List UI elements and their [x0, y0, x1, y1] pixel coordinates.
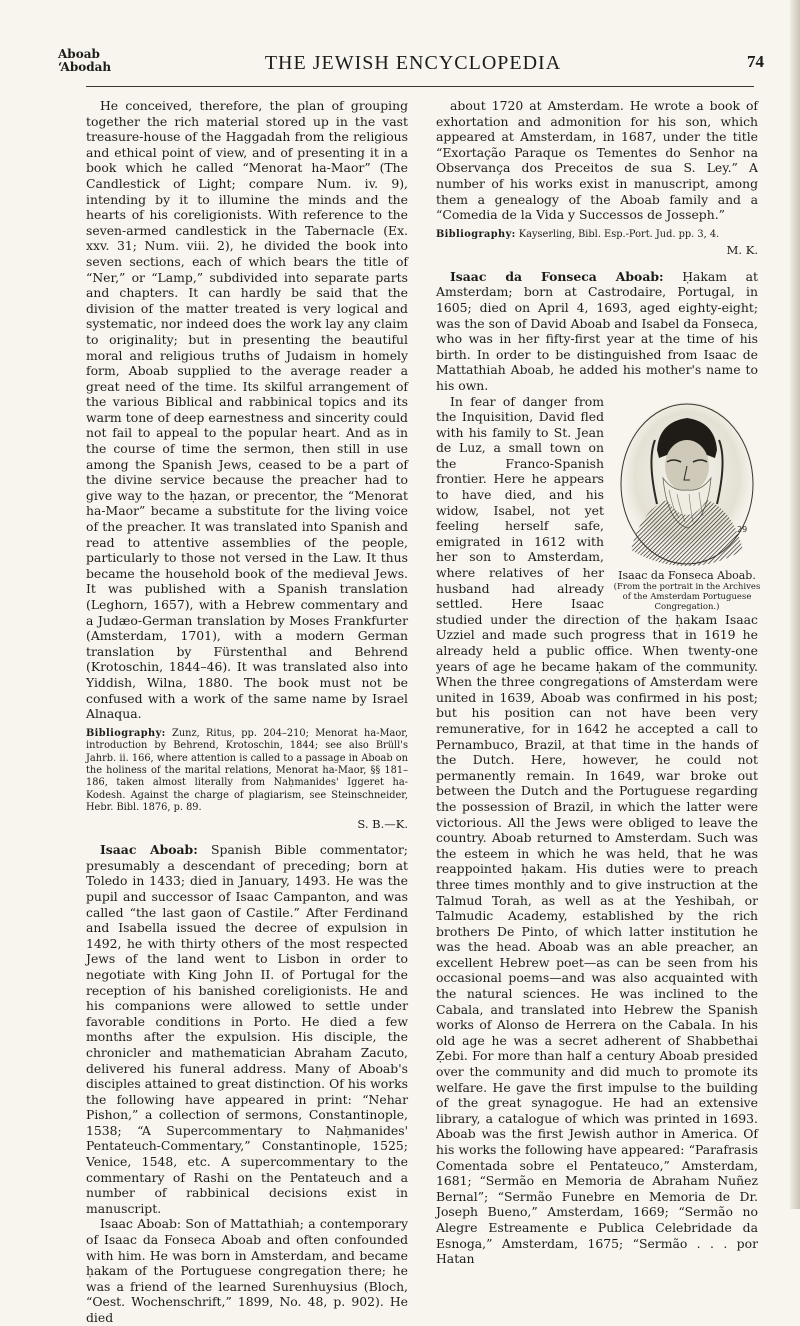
- bibliography: [86, 728, 408, 815]
- bibliography-text: Kayserling, Bibl. Esp.-Port. Jud. pp. 3, 4.: [518, 228, 720, 240]
- body-paragraph: about 1720 at Amsterdam. He wrote a book of exhortation and admonition for his son, which appeared at Amsterdam, in 1687, under the title “Exortação Paraque os Tementes do Senhor na Observança dos Preceitos de sua S. Ley.” A number of his works exist in manuscript, among them a genealogy of the Aboab family and a “Comedia de la Vida y Successos de Josseph.”: [436, 98, 758, 223]
- svg-text:29: 29: [737, 524, 748, 534]
- entry-text: Ḥakam at Amsterdam; born at Castrodaire, Portugal, in 1605; died on April 4, 1693, aged eighty-eight; was the son of David Aboab and Isabel da Fonseca, who was in her fifty-first year at the time of his birth. In order to be distinguished from Isaac de Mattathiah Aboab, he added his mother's name to his own.: [436, 268, 758, 393]
- entry-isaac-aboab: [86, 842, 408, 1216]
- header-rule: [86, 86, 754, 87]
- journal-title: THE JEWISH ENCYCLOPEDIA: [264, 52, 562, 74]
- bibliography-label: Bibliography:: [86, 727, 166, 739]
- body-paragraph: He conceived, therefore, the plan of grouping together the rich material stored up in the vast treasure-house of the Haggadah from the religious and ethical point of view, and of presenting it in a book which he called “Menorat ha-Maor” (The Candlestick of Light; compare Num. iv. 9), intending by it to illumine the minds and the hearts of his coreligionists. With reference to the seven-armed candlestick in the Tabernacle (Ex. xxv. 31; Num. viii. 2), he divided the book into seven sections, each of which bears the title of “Ner,” or “Lamp,” subdivided into separate parts and chapters. It can hardly be said that the division of the matter treated is very logical and systematic, nor indeed does the work lay any claim to originality; but in presenting the beautiful moral and religious truths of Judaism in homely form, Aboab supplied to the average reader a great need of the time. Its skilful arrangement of the various Biblical and rabbinical topics and its warm tone of deep earnestness and sincerity could not fail to appeal to the popular heart. And as in the course of time the sermon, then still in use among the Spanish Jews, ceased to be a part of the divine service because the preacher had to give way to the ḥazan, or precentor, the “Menorat ha-Maor” became a substitute for the living voice of the preacher. It was translated into Spanish and read to attentive assemblies of the people, particularly to those not versed in the Law. It thus became the household book of the medieval Jews. It was published with a Spanish translation (Leghorn, 1657), with a Hebrew commentary and a Judæo-German translation by Moses Frankfurter (Amsterdam, 1701), with a modern German translation by Fürstenthal and Behrend (Krotoschin, 1844–46). It was translated also into Yiddish, Wilna, 1880. The book must not be confused with a work of the same name by Israel Alnaqua.: [86, 98, 408, 722]
- figure-caption: Isaac da Fonseca Aboab.: [618, 568, 756, 582]
- bibliography-label: Bibliography:: [436, 228, 516, 240]
- figure-credit: (From the portrait in the Archives of the Amsterdam Portuguese Congregation.): [613, 581, 761, 612]
- page-number: 74: [747, 52, 764, 71]
- left-column: [86, 98, 408, 1326]
- page-edge-shadow: [790, 0, 800, 1209]
- portrait-figure: [612, 400, 762, 612]
- entry-title: Isaac Aboab:: [100, 1216, 182, 1232]
- bibliography: [436, 229, 758, 241]
- entry-text: Son of Mattathiah; a contemporary of Isaac da Fonseca Aboab and often confounded with him. He was born in Amsterdam, and became ḥakam of the Portuguese congregation there; he was a friend of the learned Surenhuysius (Bloch, “Oest. Wochenschrift,” 1899, No. 48, p. 902). He died: [86, 1216, 408, 1325]
- portrait-engraving: [617, 400, 757, 568]
- bibliography-text: Zunz, Ritus, pp. 204–210; Menorat ha-Maor, introduction by Behrend, Krotoschin, 1844; see also Brüll's Jahrb. ii. 166, where attention is called to a passage in Aboab on the holiness of the marital relations, Menorat ha-Maor, §§ 181–186, taken almost literally from Naḥmanides' Iggeret ha-Kodesh. Against the charge of plagiarism, see Steinschneider, Hebr. Bibl. 1876, p. 89.: [86, 727, 408, 814]
- author-signature: S. B.—K.: [357, 816, 408, 831]
- body-paragraph: In fear of danger from the Inquisition, David fled with his family to St. Jean de Luz, a small town on the Franco-Spanish frontier. Here he appears to have died, and his widow, Isabel, not yet feeling herself safe, emigrated in 1612 with her son to Amsterdam, where relatives of her husband had already settled. Here Isaac studied under the direction of the ḥakam Isaac Uzziel and made such progress that in 1619 he already held a public office. When twenty-one years of age he became ḥakam of the community. When the three congregations of Amsterdam were united in 1639, Aboab was confirmed in his post; but his position can not have been very remunerative, for in 1642 he accepted a call to Pernambuco, Brazil, at that time in the hands of the Dutch. Here, however, he could not permanently remain. In 1649, war broke out between the Dutch and the Portuguese regarding the possession of Brazil, in which the latter were victorious. All the Jews were obliged to leave the country. Aboab returned to Amsterdam. Such was the esteem in which he was held, that he was reappointed ḥakam. His duties were to preach three times monthly and to give instruction at the Talmud Torah, as well as at the Yeshibah, or Talmudic Academy, established by the rich brothers De Pinto, of which latter institution he was the head. Aboab was an able preacher, an excellent Hebrew poet—as can be seen from his occasional poems—and was also acquainted with the natural sciences. He was inclined to the Cabala, and translated into Hebrew the Spanish works of Alonso de Herrera on the Cabala. In his old age he was a secret adherent of Shabbethai Ẓebi. For more than half a century Aboab presided over the community and did much to promote its welfare. He gave the first impulse to the building of the great synagogue. He had an extensive library, a catalogue of which was printed in 1693. Aboab was the first Jewish author in America. Of his works the following have appeared: “Parafrasis Comentada sobre el Pentateuco,” Amsterdam, 1681; “Sermão en Memoria de Abraham Nuñez Bernal”; “Sermão Funebre en Memoria de Dr. Joseph Bueno,” Amsterdam, 1669; “Sermão no Alegre Estreamente e Publica Celebridade da Esnoga,” Amsterdam, 1675; “Sermão . . . por Hatan: [436, 393, 758, 1267]
- right-column: [436, 98, 761, 1267]
- author-signature: M. K.: [726, 243, 758, 258]
- entry-isaac-da-fonseca-aboab: [436, 269, 758, 394]
- entry-text: Spanish Bible commentator; presumably a descendant of preceding; born at Toledo in 1433; died in January, 1493. He was the pupil and successor of Isaac Campanton, and was called “the last gaon of Castile.” After Ferdinand and Isabella issued the decree of expulsion in 1492, he with thirty others of the most respected Jews of the land went to Lisbon in order to negotiate with King John II. of Portugal for the reception of his banished coreligionists. He and his companions were allowed to settle under favorable conditions in Porto. He died a few months after the expulsion. His disciple, the chronicler and mathematician Abraham Zacuto, delivered his funeral address. Many of Aboab's disciples attained to great distinction. Of his works the following have appeared in print: “Nehar Pishon,” a collection of sermons, Constantinople, 1538; “A Supercommentary to Naḥmanides' Pentateuch-Commentary,” Constantinople, 1525; Venice, 1548, etc. A supercommentary to the commentary of Rashi on the Pentateuch and a number of rabbinical decisions exist in manuscript.: [86, 842, 408, 1216]
- entry-title: Isaac da Fonseca Aboab:: [450, 268, 664, 284]
- entry-title: Isaac Aboab:: [100, 842, 198, 858]
- running-head-first-word: Aboab: [58, 47, 100, 61]
- entry-isaac-aboab-mattathiah: [86, 1216, 408, 1325]
- running-head-last-word: ‘Abodah: [58, 60, 112, 74]
- page-header: [58, 48, 768, 84]
